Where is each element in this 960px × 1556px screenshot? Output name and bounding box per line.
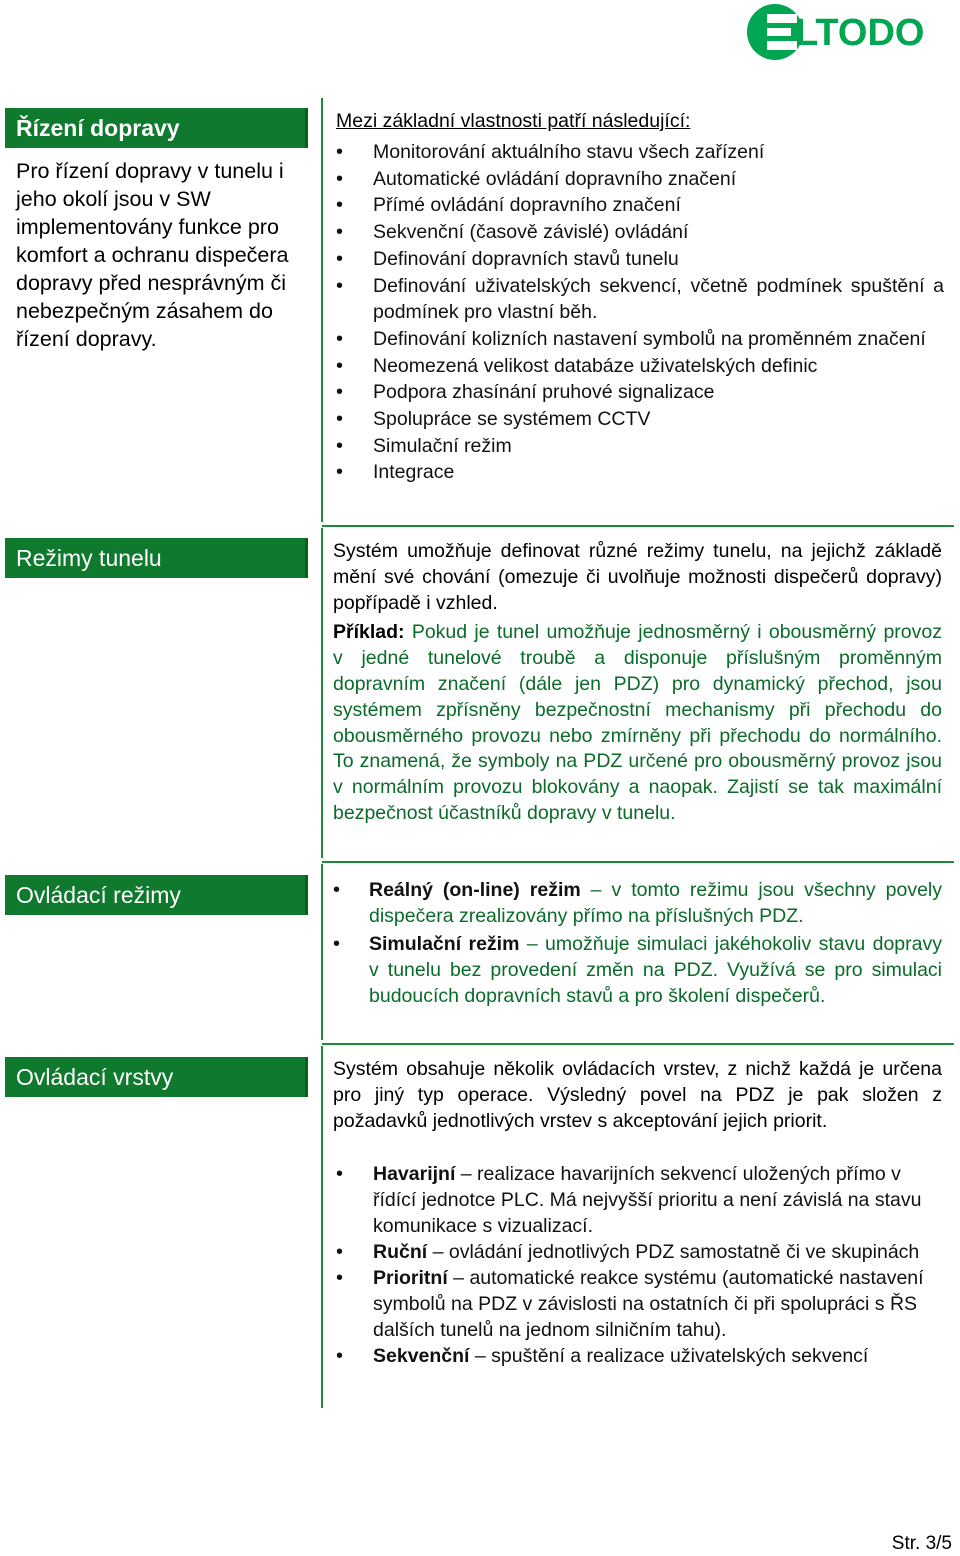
list-item: • Přímé ovládání dopravního značení bbox=[336, 192, 944, 219]
ovladaci-rezimy-list bbox=[333, 877, 942, 1011]
list-item: • Definování dopravních stavů tunelu bbox=[336, 246, 944, 273]
list-item: • Definování kolizních nastavení symbolů na proměnném značení bbox=[336, 326, 944, 353]
logo-text: LTODO bbox=[795, 12, 925, 54]
list-item: • Sekvenční (časově závislé) ovládání bbox=[336, 219, 944, 246]
page-number: Str. 3/5 bbox=[891, 1533, 952, 1554]
item-desc: – realizace havarijních sekvencí uložených přímo v řídící jednotce PLC. Má nejvyšší prioritu a není závislá na stavu komunikace s vizualizací. bbox=[373, 1163, 922, 1237]
rezimy-text bbox=[333, 539, 942, 827]
rizeni-intro: Pro řízení dopravy v tunelu i jeho okolí jsou v SW implementovány funkce pro komfort a ochranu dispečera dopravy před nesprávným či nebezpečným zásahem do řízení dopravy. bbox=[16, 159, 289, 351]
list-item bbox=[336, 1265, 936, 1343]
features-list bbox=[336, 139, 944, 486]
item-term: Prioritní bbox=[373, 1267, 448, 1289]
list-item bbox=[336, 1343, 936, 1369]
item-desc: – umožňuje simulaci jakéhokoliv stavu dopravy v tunelu bez provedení změn na PDZ. Využívá se pro simulaci budoucích dopravních stavů a pro školení dispečerů. bbox=[369, 933, 942, 1007]
list-item bbox=[333, 931, 942, 1009]
item-term: Simulační režim bbox=[369, 933, 520, 955]
divider-vertical bbox=[321, 864, 323, 1040]
item-desc: – automatické reakce systému (automatické nastavení symbolů na PDZ v závislosti na ostatních či při spolupráci s ŘS dalších tunelů na jednom silničním tahu). bbox=[373, 1267, 924, 1341]
list-item: • Integrace bbox=[336, 459, 944, 486]
list-item: • Definování uživatelských sekvencí, včetně podmínek spuštění a podmínek pro vlastní běh. bbox=[336, 273, 944, 326]
list-item: • Automatické ovládání dopravního značení bbox=[336, 166, 944, 193]
list-item: • Monitorování aktuálního stavu všech zařízení bbox=[336, 139, 944, 166]
vrstvy-list bbox=[336, 1161, 936, 1369]
divider-horizontal bbox=[322, 1043, 954, 1045]
list-item: • Simulační režim bbox=[336, 433, 944, 460]
divider-vertical bbox=[321, 98, 323, 522]
section-heading-rezimy: Režimy tunelu bbox=[5, 538, 308, 578]
divider-horizontal bbox=[322, 861, 954, 863]
item-desc: – spuštění a realizace uživatelských sekvencí bbox=[469, 1345, 869, 1367]
list-item bbox=[336, 1239, 936, 1265]
divider-vertical bbox=[321, 1046, 323, 1408]
item-desc: – v tomto režimu jsou všechny povely dispečera zrealizovány přímo na příslušných PDZ. bbox=[369, 879, 942, 927]
divider-horizontal bbox=[322, 525, 954, 527]
list-item: • Spolupráce se systémem CCTV bbox=[336, 406, 944, 433]
features-title: Mezi základní vlastnosti patří následující: bbox=[336, 110, 691, 132]
item-term: Ruční bbox=[373, 1241, 428, 1263]
item-desc: – ovládání jednotlivých PDZ samostatně či ve skupinách bbox=[427, 1241, 920, 1263]
item-term: Havarijní bbox=[373, 1163, 456, 1185]
section-heading-ovladaci-vrstvy: Ovládací vrstvy bbox=[5, 1057, 308, 1097]
list-item: • Neomezená velikost databáze uživatelských definic bbox=[336, 353, 944, 380]
section-heading-rizeni: Řízení dopravy bbox=[5, 108, 308, 148]
vrstvy-para: Systém obsahuje několik ovládacích vrstev, z nichž každá je určena pro jiný typ operace. Výsledný povel na PDZ je pak složen z požadavků jednotlivých vrstev s akceptování jejich priorit. bbox=[333, 1058, 942, 1132]
section-heading-ovladaci-rezimy: Ovládací režimy bbox=[5, 875, 308, 915]
list-item bbox=[336, 1161, 936, 1239]
item-term: Reálný (on-line) režim bbox=[369, 879, 581, 901]
example-text: Pokud je tunel umožňuje jednosměrný i obousměrný provoz v jedné tunelové troubě a disponuje příslušným proměnným dopravním značení (dále jen PDZ) pro dynamický přechod, jsou systémem zpřísněny bezpečnostní mechanismy při přechodu do obousměrného provozu nebo zmírněny při přechodu do normálního. To znamená, že symboly na PDZ určené pro obousměrný provoz jsou v normálním provozu blokovány a naopak. Zajistí se tak maximální bezpečnost účastníků dopravy v tunelu. bbox=[333, 621, 942, 824]
list-item: • Podpora zhasínání pruhové signalizace bbox=[336, 379, 944, 406]
example-label: Příklad: bbox=[333, 621, 405, 644]
divider-vertical bbox=[321, 528, 323, 858]
rezimy-example bbox=[333, 620, 942, 826]
list-item bbox=[333, 877, 942, 929]
eltodo-logo bbox=[745, 0, 925, 64]
item-term: Sekvenční bbox=[373, 1345, 470, 1367]
rezimy-para: Systém umožňuje definovat různé režimy tunelu, na jejichž základě mění své chování (omezuje či uvolňuje možnosti dispečerů dopravy) popřípadě i vzhled. bbox=[333, 540, 942, 614]
